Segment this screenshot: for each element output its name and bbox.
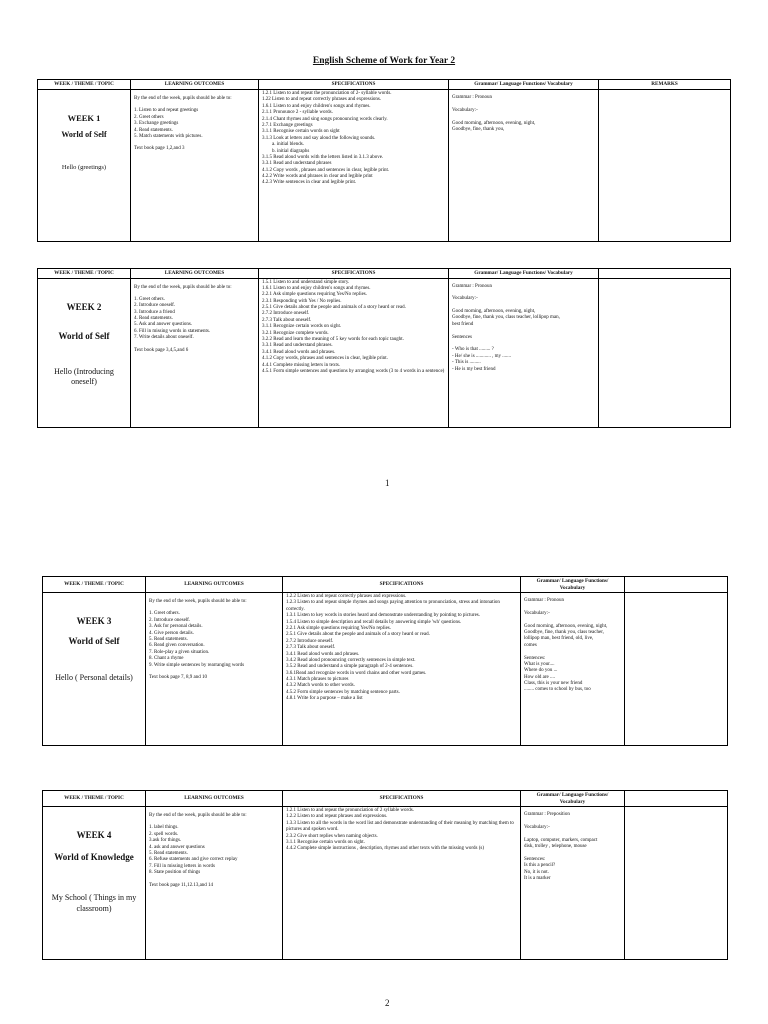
specification-item: 3.6.1Read and recognize words in word chains and other word games.	[286, 670, 427, 676]
topic-label: My School ( Things in my classroom)	[51, 893, 137, 913]
specification-item: 2.7.3 Talk about oneself.	[286, 645, 336, 651]
outcomes-cell	[146, 593, 283, 746]
topic-label: Hello ( Personal details)	[55, 673, 133, 683]
header-grammar: Grammar/ Language Functions/ Vocabulary	[521, 577, 625, 593]
specification-item: 4.2.2 Write words and phrases in clear and legible print	[262, 174, 373, 180]
outcome-item: 3. Ask for personal details.	[149, 624, 203, 630]
outcomes-intro: By the end of the week, pupils should be able to:	[134, 96, 232, 101]
topic-label: Hello (Introducing oneself)	[54, 366, 114, 387]
grammar-item: Goodbye, fine, thank you, class teacher,	[524, 629, 604, 635]
outcome-item: 2. Introduce oneself.	[134, 303, 176, 309]
remarks-cell	[599, 90, 731, 242]
week-label: WEEK 4	[76, 830, 112, 840]
specification-item: 3.3.1 Read and understand phrases	[262, 161, 332, 167]
grammar-list	[524, 598, 621, 694]
specification-item: b. initial diagraphs	[262, 148, 310, 154]
outcomes-list	[134, 108, 255, 140]
outcome-item: 6. Refuse statements and give correct replay	[149, 857, 238, 863]
outcome-item: 7. Write details about oneself.	[134, 335, 194, 341]
specification-item: 4.2.3 Write sentences in clear and legible print.	[262, 180, 357, 186]
grammar-cell	[449, 278, 599, 428]
outcomes-list	[134, 297, 255, 342]
specification-item: 2.3.1 Responding with Yes / No replies.	[262, 298, 342, 304]
grammar-list	[452, 95, 595, 133]
grammar-item: Laptop, computer, markers, compact	[524, 837, 598, 843]
week-1-row	[38, 90, 731, 242]
outcome-item: 3. Exchange greetings	[134, 121, 179, 127]
specifications-list	[262, 280, 445, 376]
grammar-item: It is a marker	[524, 875, 551, 881]
header-outcomes: LEARNING OUTCOMES	[146, 791, 283, 807]
grammar-item: disk, trolley , telephone, mouse	[524, 843, 587, 849]
header-specifications: SPECIFICATIONS	[283, 791, 521, 807]
specification-item: 4.1.2 Copy words , phrases and sentences in clear, legible print.	[262, 167, 390, 173]
header-outcomes: LEARNING OUTCOMES	[146, 577, 283, 593]
grammar-item: Goodbye, fine, thank you, class teacher, lollipop man,	[452, 315, 560, 321]
week-label: WEEK 1	[67, 113, 101, 123]
week-3-row	[43, 593, 728, 746]
theme-label: World of Self	[68, 635, 120, 646]
specification-item: 1.3.1 Listen to key words in stories heard and demonstrate understanding by pointing to pictures.	[286, 613, 480, 619]
header-row	[43, 577, 728, 593]
grammar-item: Is this a pencil?	[524, 863, 556, 869]
specifications-cell	[283, 807, 521, 960]
header-row	[43, 791, 728, 807]
header-specifications: SPECIFICATIONS	[259, 269, 449, 279]
week-2-row	[38, 278, 731, 428]
specification-item: 4.3.2 Match words to other words.	[286, 683, 355, 689]
grammar-item: ........ comes to school by bus, too	[524, 687, 591, 693]
grammar-item: Goodbye, fine, thank you,	[452, 126, 505, 132]
specification-item: 2.2.1 Ask simple questions requiring Yes/No replies.	[262, 292, 367, 298]
specification-item: 4.3.1 Match phrases to pictures	[286, 677, 349, 683]
outcome-item: 3. Introduce a friend	[134, 309, 175, 315]
grammar-item: Grammar : Pronoun	[452, 95, 492, 100]
specification-item: 3.2.2 Read and learn the meaning of 5 key words for each topic taught.	[262, 337, 404, 343]
specification-item: 1.5.1 Listen to and understand simple story.	[262, 279, 350, 285]
specification-item: 3.4.2 Read aloud pronouncing correctly sentences in simple text.	[286, 657, 416, 663]
outcomes-intro: By the end of the week, pupils should be able to:	[134, 284, 232, 290]
specification-item: 1.5.4 Listen to simple description and recall details by answering simple 'wh' questions.	[286, 619, 462, 625]
specification-item: 2.7.2 Introduce oneself.	[262, 311, 310, 317]
outcomes-intro: By the end of the week, pupils should be able to:	[149, 599, 247, 604]
header-week: WEEK / THEME / TOPIC	[38, 269, 131, 279]
textbook-pages: Text book page 1,2,and 3	[134, 146, 185, 152]
specifications-list	[262, 91, 445, 187]
header-row	[38, 80, 731, 90]
grammar-item: best friend	[452, 321, 474, 327]
specification-item: 1.2.1 Listen to and repeat the pronunciation of 2 syllable words.	[286, 808, 414, 813]
header-grammar: Grammar/ Language Functions/ Vocabulary	[521, 791, 625, 807]
specification-item: 1.3.3 Listen to all the words in the word list and demonstrate understanding of their meaning by matching them to pictures and spoken word.	[286, 820, 516, 833]
grammar-item: Vocabulary:-	[452, 296, 478, 302]
grammar-list	[524, 812, 621, 882]
outcome-item: 5. Match statements with pictures.	[134, 133, 203, 139]
outcome-item: 5. Read statements.	[149, 850, 188, 856]
grammar-item: Sentences	[452, 334, 472, 340]
outcome-item: 1. label things.	[149, 825, 179, 831]
specification-item: 2.1.1 Pronounce 2 - syllable words.	[262, 110, 333, 116]
grammar-item: Good morning, afternoon, evening, night,	[452, 120, 536, 126]
outcome-item: 7. Fill in missing letters in words	[149, 863, 215, 869]
header-grammar: Grammar/ Language Functions/ Vocabulary	[449, 80, 599, 90]
specification-item: 1.6.1 Listen to and enjoy children's songs and rhymes.	[262, 103, 371, 109]
outcome-item: 8. Chant a rhyme	[149, 656, 184, 662]
specification-item: 2.2.1 Ask simple questions requiring Yes/No replies.	[286, 625, 391, 631]
grammar-item: Class, this is your new friend	[524, 681, 583, 687]
week-cell	[38, 90, 131, 242]
specification-item: 1.2.3 Listen to and repeat simple rhymes and songs paying attention to pronunciation, stress and intonation correctly.	[286, 600, 502, 612]
outcome-item: 5. Read statements.	[149, 636, 188, 642]
outcome-item: 6. Fill in missing words in statements.	[134, 328, 211, 334]
grammar-item: Vocabulary:-	[524, 824, 550, 830]
topic-label: Hello (greetings)	[61, 164, 107, 172]
header-remarks-empty	[625, 791, 728, 807]
specification-item: 4.1.2 Copy words, phrases and sentences in clear, legible print.	[262, 356, 388, 362]
week-4-row	[43, 807, 728, 960]
week-3-table	[42, 576, 728, 746]
grammar-cell	[449, 90, 599, 242]
header-specifications: SPECIFICATIONS	[259, 80, 449, 90]
specifications-cell	[283, 593, 521, 746]
specification-item: 1.2.2 Listen to and repeat correctly phrases and expressions.	[286, 594, 407, 599]
page-number: 2	[385, 998, 390, 1008]
header-week: WEEK / THEME / TOPIC	[43, 791, 146, 807]
remarks-cell	[625, 593, 728, 746]
specification-item: 4.5.1 Form simple sentences and questions by arranging words (3 to 4 words in a sentence)	[262, 368, 445, 374]
specification-item: 3.4.1 Read aloud words and phrases.	[262, 349, 336, 355]
specifications-cell	[259, 90, 449, 242]
grammar-item: Sentences:	[524, 856, 546, 862]
document-title: English Scheme of Work for Year 2	[312, 56, 456, 66]
specifications-list	[286, 594, 517, 703]
specification-item: 4.8.1 Write for a purpose – make a list	[286, 696, 363, 702]
header-remarks-empty	[599, 269, 731, 279]
grammar-item: lollipop man, best friend, old, live,	[524, 636, 594, 642]
specification-item: 4.4.1 Complete missing letters in texts.	[262, 362, 341, 368]
grammar-cell	[521, 593, 625, 746]
grammar-item: What is your....	[524, 661, 555, 667]
specification-item: 1.2.1 Listen to and repeat the pronunciation of 2- syllable words.	[262, 91, 392, 96]
grammar-item: Sentences:	[524, 655, 546, 661]
week-cell	[43, 593, 146, 746]
grammar-item: Where do you ...	[524, 668, 558, 674]
week-label: WEEK 2	[66, 301, 102, 312]
outcome-item: 2. Greet others	[134, 114, 164, 120]
week-1-table	[37, 79, 731, 242]
grammar-item: Grammar : Pronoun	[452, 283, 492, 289]
specification-item: 3.1.1 Recognise certain words on sight	[262, 129, 340, 135]
outcome-item: 4. Read statements.	[134, 316, 173, 322]
specification-item: 4.4.2 Complete simple instructions , description, rhymes and other texts with the missing words (s)	[286, 846, 485, 852]
grammar-item: - Who is that ......... ?	[452, 347, 494, 353]
week-cell	[38, 278, 131, 428]
grammar-item: Grammar : Pronoun	[524, 598, 564, 603]
outcomes-intro: By the end of the week, pupils should be able to:	[149, 813, 247, 818]
grammar-list	[452, 284, 595, 373]
outcome-item: 2. Introduce oneself.	[149, 617, 191, 623]
specification-item: 1.22 Listen to and repeat correctly phrases and expressions.	[262, 97, 382, 103]
outcomes-cell	[146, 807, 283, 960]
theme-label: World of Self	[58, 331, 110, 342]
outcome-item: 3.ask for things.	[149, 838, 182, 844]
specification-item: 1.6.1 Listen to and enjoy children's songs and rhymes.	[262, 285, 371, 291]
specification-item: 3.1.5 Read aloud words with the letters listed in 3.1.3 above.	[262, 154, 384, 160]
outcomes-list	[149, 611, 279, 669]
week-4-table	[42, 790, 728, 960]
remarks-cell	[625, 807, 728, 960]
outcome-item: 1. Greet others.	[134, 296, 165, 302]
specification-item: 3.1.3 Look at letters and say aloud the following sounds.	[262, 135, 376, 141]
header-grammar: Grammar/ Language Functions/ Vocabulary	[449, 269, 599, 279]
week-2-table	[37, 268, 731, 428]
remarks-cell	[599, 278, 731, 428]
specifications-list	[286, 808, 517, 853]
outcome-item: 4. Give person details.	[149, 630, 194, 636]
outcome-item: 8. State position of things	[149, 870, 201, 876]
week-cell	[43, 807, 146, 960]
specification-item: 4.5.2 Form simple sentences by matching sentence parts.	[286, 689, 400, 695]
specification-item: 1.2.2 Listen to and repeat phrases and expressions.	[286, 814, 388, 820]
grammar-item: Good morning, afternoon, evening, night,	[524, 623, 608, 629]
specification-item: 2.1.4 Chant rhymes and sing songs pronouncing words clearly.	[262, 116, 388, 122]
grammar-item: - This is .........	[452, 360, 481, 366]
specification-item: 3.2.1 Recognize complete words.	[262, 330, 329, 336]
week-label: WEEK 3	[76, 616, 112, 626]
specification-item: 3.1.1 Recognise certain words on sight.	[286, 839, 365, 845]
header-specifications: SPECIFICATIONS	[283, 577, 521, 593]
outcome-item: 5. Ask and answer questions.	[134, 322, 193, 328]
grammar-item: comes	[524, 642, 537, 648]
grammar-item: Vocabulary:-	[452, 107, 478, 113]
theme-label: World of Self	[61, 129, 107, 139]
header-week: WEEK / THEME / TOPIC	[38, 80, 131, 90]
outcome-item: 1. Greet others.	[149, 611, 180, 617]
header-remarks: REMARKS	[599, 80, 731, 90]
outcomes-cell	[131, 90, 259, 242]
specification-item: 3.5.2 Read and understand a simple paragraph of 2-4 sentences.	[286, 664, 414, 670]
grammar-item: - He is my best friend	[452, 366, 496, 372]
specification-item: 2.7.3 Talk about oneself.	[262, 317, 312, 323]
textbook-pages: Text book page 7, 8,9 and 10	[149, 674, 207, 680]
outcome-item: 2. spell words.	[149, 831, 179, 837]
outcome-item: 6. Read given conversation.	[149, 643, 205, 649]
grammar-item: Vocabulary:-	[524, 610, 550, 616]
specification-item: 3.3.1 Read and understand phrases.	[262, 343, 333, 349]
specifications-cell	[259, 278, 449, 428]
grammar-item: - He/ she is ............ , my .......	[452, 353, 512, 359]
header-week: WEEK / THEME / TOPIC	[43, 577, 146, 593]
header-outcomes: LEARNING OUTCOMES	[131, 269, 259, 279]
outcome-item: 1. Listen to and repeat greetings	[134, 108, 199, 114]
specification-item: 2.5.1 Give details about the people and animals of a story heard or read.	[262, 305, 406, 311]
outcome-item: 4. Read statements.	[134, 127, 173, 133]
header-remarks-empty	[625, 577, 728, 593]
header-outcomes: LEARNING OUTCOMES	[131, 80, 259, 90]
specification-item: 2.7.1 Exchange greetings	[262, 122, 313, 128]
textbook-pages: Text book page 11,12.13,and 14	[149, 882, 214, 888]
specification-item: a. initial blends.	[262, 142, 304, 148]
page-number: 1	[385, 478, 390, 488]
textbook-pages: Text book page 3,4,5,and 6	[134, 347, 189, 353]
grammar-item: Good morning, afternoon, evening, night,	[452, 309, 536, 315]
outcomes-cell	[131, 278, 259, 428]
specification-item: 2.5.1 Give details about the people and animals of a story heard or read.	[286, 632, 430, 638]
header-row	[38, 269, 731, 279]
outcome-item: 7. Role-play a given situation.	[149, 649, 210, 655]
specification-item: 2.3.2 Give short replies when naming objects.	[286, 833, 378, 839]
outcome-item: 9. Write simple sentences by rearranging words	[149, 662, 245, 668]
grammar-item: Grammar : Preposition	[524, 812, 570, 817]
outcomes-list	[149, 825, 279, 876]
specification-item: 3.1.1 Recognize certain words on sight.	[262, 324, 342, 330]
grammar-cell	[521, 807, 625, 960]
outcome-item: 4. ask and answer questions	[149, 844, 205, 850]
grammar-item: How old are ....	[524, 674, 555, 680]
specification-item: 3.4.1 Read aloud words and phrases.	[286, 651, 360, 657]
grammar-item: No, it is not.	[524, 869, 549, 875]
specification-item: 2.7.2 Introduce oneself.	[286, 638, 334, 644]
theme-label: World of Knowledge	[54, 851, 134, 862]
